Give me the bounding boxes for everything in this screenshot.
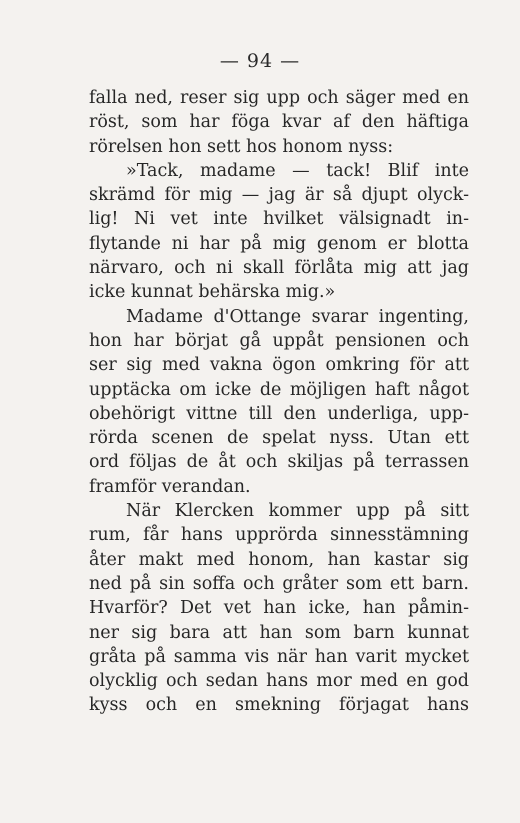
text-line: falla ned, reser sig upp och säger med en: [89, 88, 469, 108]
text-line: Hvarför? Det vet han icke, han påmin-: [89, 598, 469, 619]
text-line: gråta på samma vis när han varit mycket: [89, 646, 469, 667]
text-line: skrämd för mig — jag är så djupt olyck-: [89, 185, 469, 206]
text-line: flytande ni har på mig genom er blotta: [89, 233, 469, 254]
text-line: närvaro, och ni skall förlåta mig att jag: [89, 258, 469, 279]
text-line: ner sig bara att han som barn kunnat: [89, 622, 469, 643]
body-text: [89, 86, 469, 718]
text-line: rum, får hans upprörda sinnesstämning: [89, 525, 469, 546]
text-line: röst, som har föga kvar af den häftiga: [89, 112, 469, 133]
text-line: rörelsen hon sett hos honom nyss:: [89, 136, 394, 157]
text-line: hon har börjat gå uppåt pensionen och: [89, 330, 469, 351]
text-line: ord följas de åt och skiljas på terrassen: [89, 452, 469, 473]
text-line: upptäcka om icke de möjligen haft något: [89, 379, 469, 400]
text-line: ned på sin soffa och gråter som ett barn.: [89, 573, 469, 594]
text-line: lig! Ni vet inte hvilket välsignadt in-: [89, 209, 469, 230]
text-line: icke kunnat behärska mig.»: [89, 282, 336, 303]
text-line: framför verandan.: [89, 476, 251, 497]
text-line: ser sig med vakna ögon omkring för att: [89, 355, 469, 376]
text-line: kyss och en smekning förjagat hans: [89, 695, 469, 716]
text-line: Madame d'Ottange svarar ingenting,: [126, 306, 469, 327]
text-line: När Klercken kommer upp på sitt: [126, 501, 469, 522]
page-number: — 94 —: [219, 50, 301, 72]
text-line: åter makt med honom, han kastar sig: [89, 549, 469, 570]
text-line: »Tack, madame — tack! Blif inte: [126, 160, 469, 181]
text-line: obehörigt vittne till den underliga, upp-: [89, 403, 469, 424]
text-line: olycklig och sedan hans mor med en god: [89, 671, 469, 692]
text-line: rörda scenen de spelat nyss. Utan ett: [89, 428, 469, 449]
